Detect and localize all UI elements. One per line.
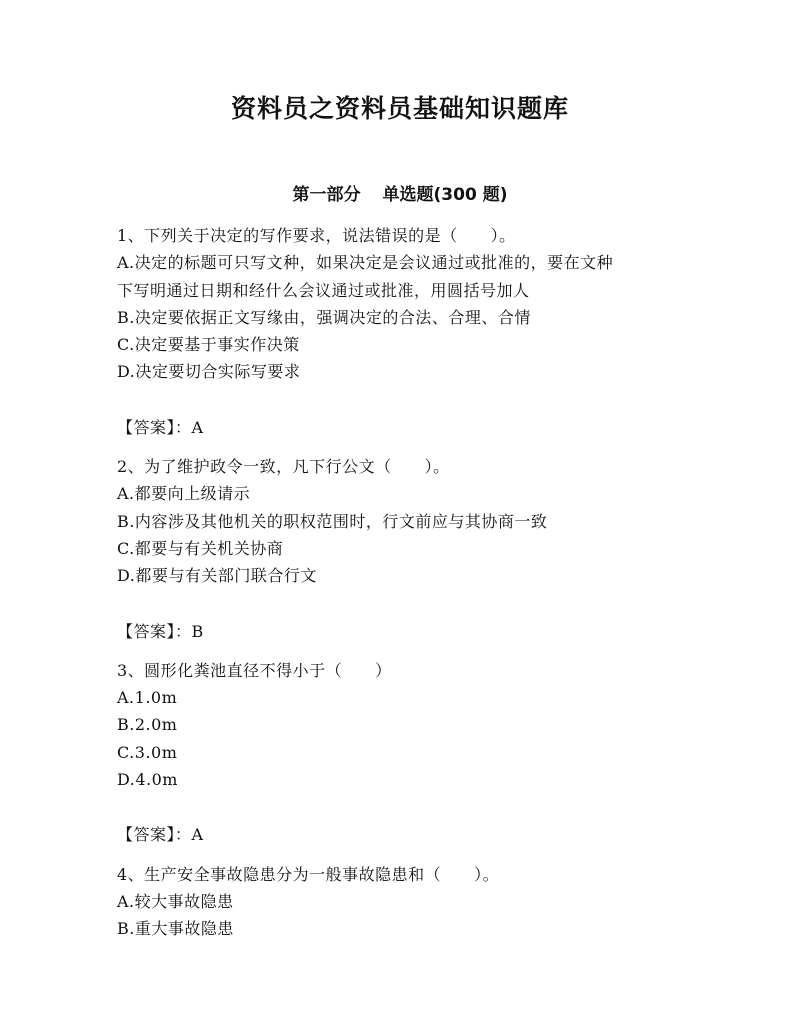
option-line: B.2.0m: [117, 715, 178, 735]
answer-line: 【答案】：A: [117, 825, 204, 845]
option-line: D.4.0m: [117, 770, 178, 790]
answer-line: 【答案】：B: [117, 621, 204, 641]
option-line: D.决定要切合实际写要求: [117, 362, 301, 382]
question-block: [117, 657, 677, 849]
question-stem: 2、为了维护政令一致，凡下行公文（ ）。: [117, 457, 450, 477]
question-stem: 4、生产安全事故隐患分为一般事故隐患和（ ）。: [117, 864, 500, 884]
option-line: C.都要与有关机关协商: [117, 538, 284, 558]
option-line: A.决定的标题可只写文种，如果决定是会议通过或批准的，要在文种: [117, 253, 614, 273]
option-line: C.决定要基于事实作决策: [117, 335, 300, 355]
question-stem: 3、圆形化粪池直径不得小于（ ）: [117, 660, 392, 680]
question-block: [117, 222, 677, 441]
option-line: D.都要与有关部门联合行文: [117, 566, 317, 586]
question-list: [117, 222, 677, 943]
question-block: [117, 861, 677, 943]
question-block: [117, 453, 677, 645]
document-title: 资料员之资料员基础知识题库: [230, 94, 569, 123]
section-type: 单选题(300 题): [382, 185, 508, 205]
option-line: A.1.0m: [117, 688, 178, 708]
section-title: [0, 183, 800, 207]
section-part: 第一部分: [292, 185, 361, 205]
option-line: A.较大事故隐患: [117, 891, 234, 911]
option-line: A.都要向上级请示: [117, 484, 251, 504]
option-line: 下写明通过日期和经什么会议通过或批准，用圆括号加人: [117, 280, 530, 300]
question-stem: 1、下列关于决定的写作要求，说法错误的是（ ）。: [117, 226, 516, 245]
option-line: B.决定要依据正文写缘由，强调决定的合法、合理、合情: [117, 307, 531, 327]
option-line: C.3.0m: [117, 742, 178, 762]
option-line: B.内容涉及其他机关的职权范围时，行文前应与其协商一致: [117, 511, 548, 531]
answer-line: 【答案】：A: [117, 417, 204, 437]
option-line: B.重大事故隐患: [117, 919, 234, 939]
